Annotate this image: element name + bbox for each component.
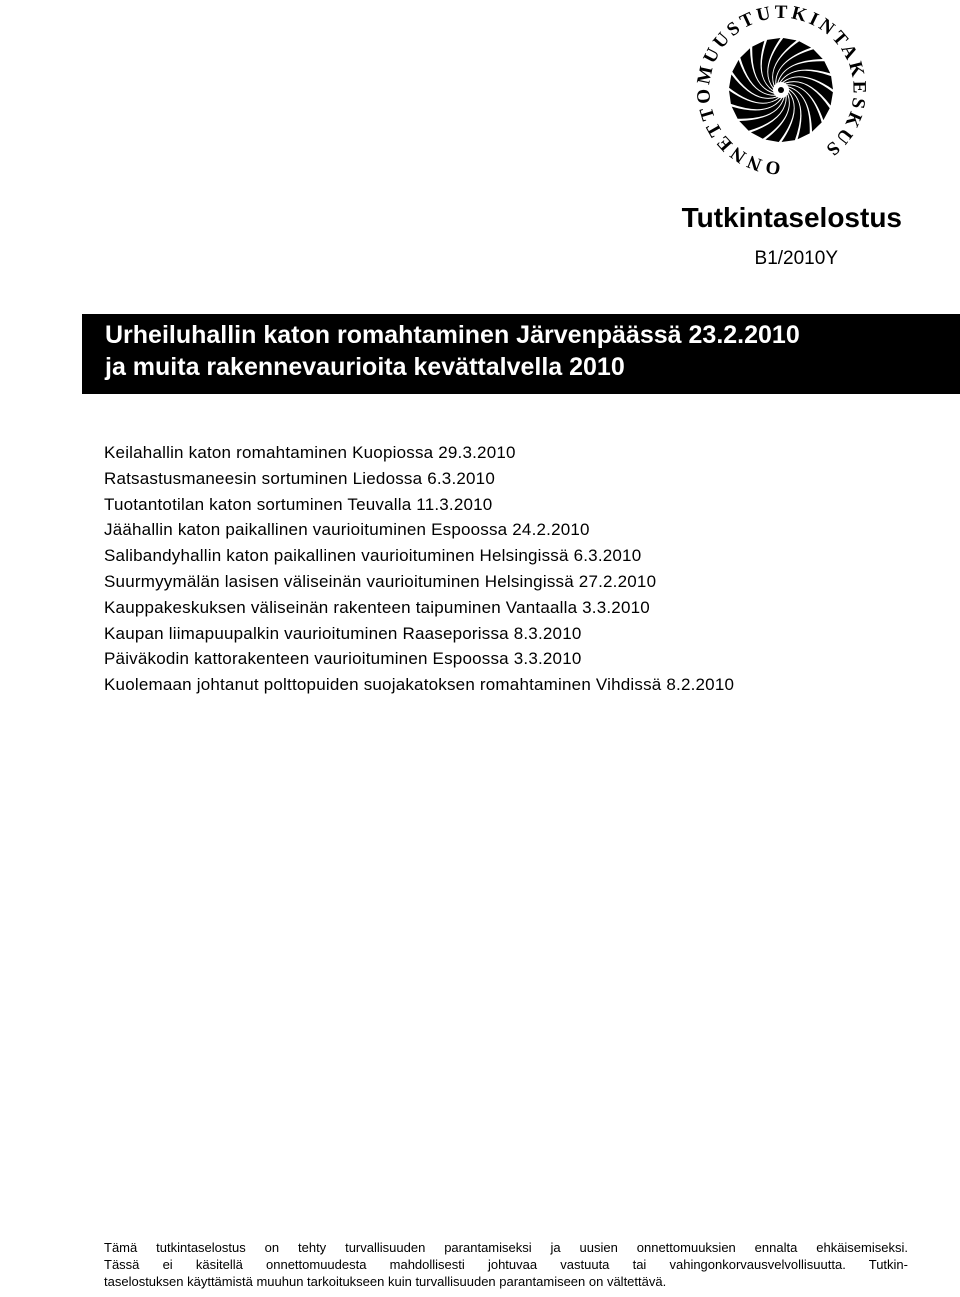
incident-item: Keilahallin katon romahtaminen Kuopiossa 29.3.2010 bbox=[104, 443, 516, 462]
incident-item: Kauppakeskuksen väliseinän rakenteen taipuminen Vantaalla 3.3.2010 bbox=[104, 597, 650, 617]
disclaimer bbox=[104, 1239, 908, 1290]
agency-logo bbox=[676, 0, 876, 180]
incident-list bbox=[104, 440, 734, 698]
logo-ring-text: ONNETTOMUUSTUTKINTAKESKUS bbox=[693, 1, 870, 179]
incident-item: Kaupan liimapuupalkin vaurioituminen Raaseporissa 8.3.2010 bbox=[104, 623, 582, 643]
title-band bbox=[82, 314, 960, 394]
disclaimer-line: Tässä ei käsitellä onnettomuudesta mahdollisesti johtuvaa vastuuta tai vahingonkorvausvelvollisuutta. Tutkin- bbox=[104, 1257, 908, 1272]
incident-item: Suurmyymälän lasisen väliseinän vaurioituminen Helsingissä 27.2.2010 bbox=[104, 571, 657, 591]
title-line-2: ja muita rakennevaurioita kevättalvella 2010 bbox=[105, 353, 625, 381]
incident-item: Päiväkodin kattorakenteen vaurioituminen Espoossa 3.3.2010 bbox=[104, 649, 582, 669]
disclaimer-line: taselostuksen käyttämistä muuhun tarkoitukseen kuin turvallisuuden parantamiseen on vältettävä. bbox=[104, 1274, 667, 1289]
incident-item: Ratsastusmaneesin sortuminen Liedossa 6.3.2010 bbox=[104, 468, 495, 488]
incident-item: Salibandyhallin katon paikallinen vaurioituminen Helsingissä 6.3.2010 bbox=[104, 546, 642, 566]
swirl-center bbox=[778, 87, 784, 93]
incident-item: Tuotantotilan katon sortuminen Teuvalla 11.3.2010 bbox=[104, 494, 493, 514]
incident-item: Jäähallin katon paikallinen vaurioituminen Espoossa 24.2.2010 bbox=[104, 520, 590, 540]
title-line-1: Urheiluhallin katon romahtaminen Järvenpäässä 23.2.2010 bbox=[105, 321, 800, 349]
report-id: B1/2010Y bbox=[754, 248, 838, 269]
report-type-heading: Tutkintaselostus bbox=[681, 202, 902, 233]
swirl-emblem-icon bbox=[729, 38, 833, 142]
disclaimer-line: Tämä tutkintaselostus on tehty turvallisuuden parantamiseksi ja uusien onnettomuuksien ennalta ehkäisemiseksi. bbox=[104, 1240, 908, 1255]
incident-item: Kuolemaan johtanut polttopuiden suojakatoksen romahtaminen Vihdissä 8.2.2010 bbox=[104, 675, 735, 695]
